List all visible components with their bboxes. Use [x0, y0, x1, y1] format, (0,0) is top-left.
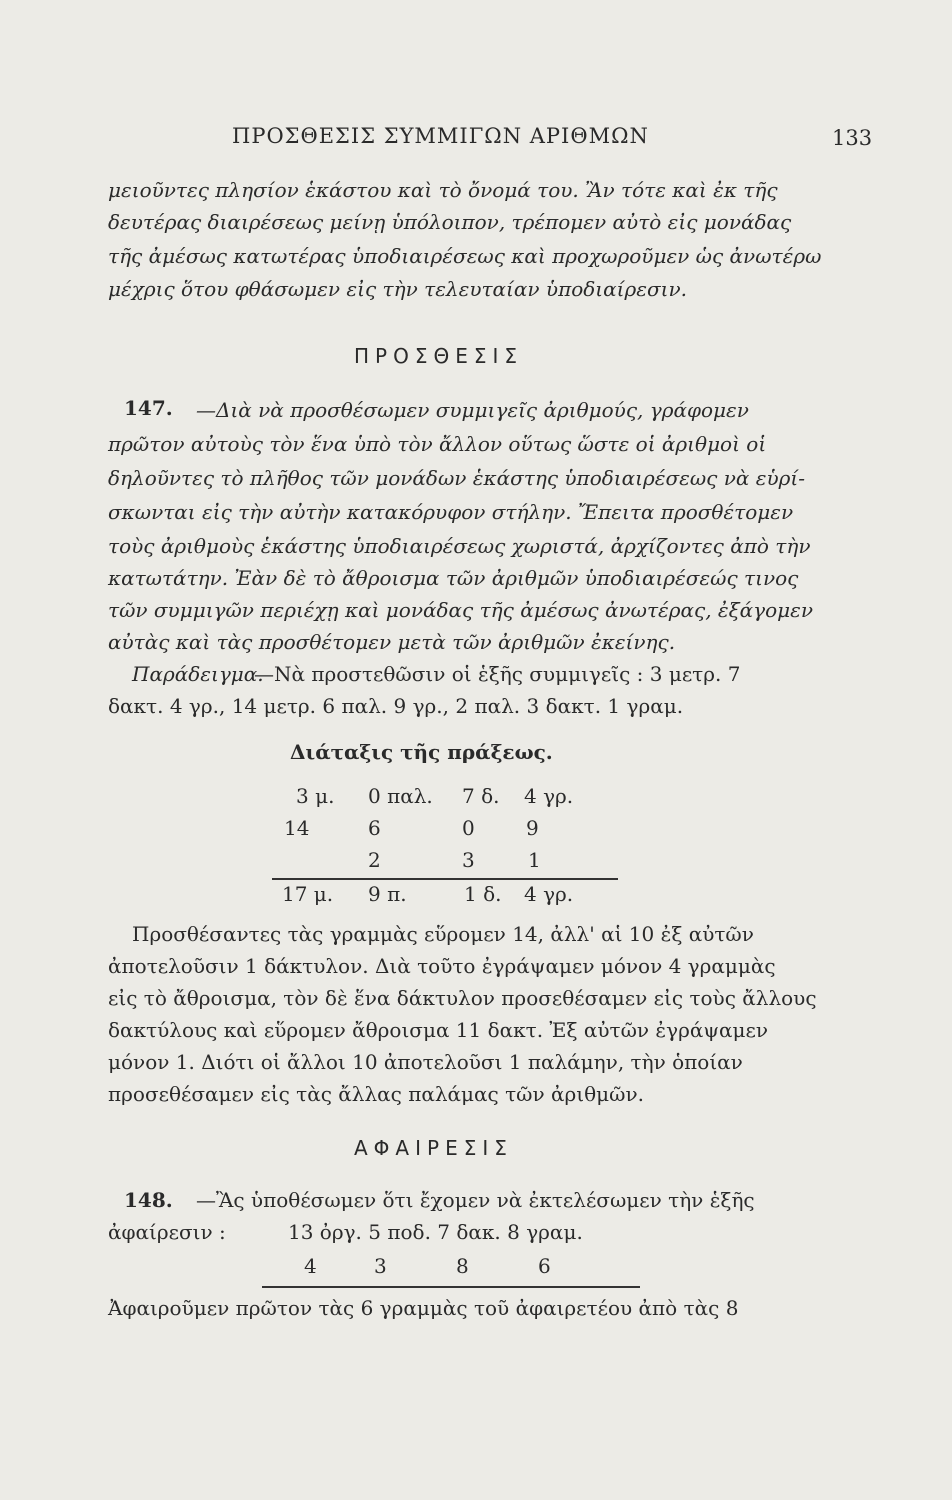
section-heading-subtraction: ΑΦΑΙΡΕΣΙΣ — [354, 1136, 513, 1160]
explanation-line: δακτύλους καὶ εὕρομεν ἄθροισμα 11 δακτ. Ἐξ αὐτῶν ἐγράψαμεν — [108, 1018, 769, 1042]
intro-line: τῆς ἀμέσως κατωτέρας ὑποδιαιρέσεως καὶ προχωροῦμεν ὡς ἀνωτέρω — [108, 244, 822, 268]
example-label: Παράδειγμα. — [132, 662, 264, 686]
subtrahend-digit: 3 — [374, 1254, 387, 1278]
paragraph-line: σκωνται εἰς τὴν αὐτὴν κατακόρυφον στήλην. Ἔπειτα προσθέτομεν — [108, 500, 794, 524]
paragraph-line: δηλοῦντες τὸ πλῆθος τῶν μονάδων ἑκάστης ὑποδιαιρέσεως νὰ εὑρί- — [108, 466, 805, 490]
explanation-line: μόνον 1. Διότι οἱ ἄλλοι 10 ἀποτελοῦσι 1 παλάμην, τὴν ὁποίαν — [108, 1050, 743, 1074]
section-heading-addition: ΠΡΟΣΘΕΣΙΣ — [354, 344, 524, 368]
running-head: ΠΡΟΣΘΕΣΙΣ ΣΥΜΜΙΓΩΝ ΑΡΙΘΜΩΝ — [232, 124, 649, 148]
minuend: 13 ὀργ. 5 ποδ. 7 δακ. 8 γραμ. — [288, 1220, 583, 1244]
paragraph-line: πρῶτον αὐτοὺς τὸν ἕνα ὑπὸ τὸν ἄλλον οὕτως ὥστε οἱ ἀριθμοὶ οἱ — [108, 432, 767, 456]
intro-line: μειοῦντες πλησίον ἑκάστου καὶ τὸ ὄνομά του. Ἂν τότε καὶ ἐκ τῆς — [108, 178, 778, 202]
table-cell: 2 — [368, 848, 381, 872]
table-cell: 14 — [284, 816, 310, 840]
paragraph-line: αὐτὰς καὶ τὰς προσθέτομεν μετὰ τῶν ἀριθμῶν ἐκείνης. — [108, 630, 676, 654]
paragraph-line: κατωτάτην. Ἐὰν δὲ τὸ ἄθροισμα τῶν ἀριθμῶν ὑποδιαιρέσεώς τινος — [108, 566, 799, 590]
table-cell: 3 — [462, 848, 475, 872]
paragraph-line: ἀφαίρεσιν : — [108, 1220, 226, 1244]
table-cell: 1 — [528, 848, 541, 872]
table-total: 1 δ. — [464, 882, 502, 906]
table-total: 9 π. — [368, 882, 407, 906]
table-cell: 6 — [368, 816, 381, 840]
subtrahend-digit: 4 — [304, 1254, 317, 1278]
table-cell: 9 — [526, 816, 539, 840]
explanation-line: ἀποτελοῦσιν 1 δάκτυλον. Διὰ τοῦτο ἐγράψαμεν μόνον 4 γραμμὰς — [108, 954, 776, 978]
difference-rule — [262, 1286, 640, 1288]
table-total: 4 γρ. — [524, 882, 574, 906]
paragraph-line: Ἀφαιροῦμεν πρῶτον τὰς 6 γραμμὰς τοῦ ἀφαιρετέου ἀπὸ τὰς 8 — [108, 1296, 739, 1320]
table-cell: 3 μ. — [296, 784, 335, 808]
table-total: 17 μ. — [282, 882, 334, 906]
intro-line: δευτέρας διαιρέσεως μείνῃ ὑπόλοιπον, τρέπομεν αὐτὸ εἰς μονάδας — [108, 210, 792, 234]
paragraph-line: —Ἂς ὑποθέσωμεν ὅτι ἔχομεν νὰ ἐκτελέσωμεν τὴν ἑξῆς — [196, 1188, 755, 1212]
layout-heading: Διάταξις τῆς πράξεως. — [290, 740, 553, 764]
paragraph-line: —Διὰ νὰ προσθέσωμεν συμμιγεῖς ἀριθμούς, γράφομεν — [196, 398, 749, 422]
paragraph-number: 147. — [124, 396, 173, 420]
subtrahend-digit: 8 — [456, 1254, 469, 1278]
page-number: 133 — [832, 126, 873, 150]
table-cell: 7 δ. — [462, 784, 500, 808]
paragraph-line: τοὺς ἀριθμοὺς ἑκάστης ὑποδιαιρέσεως χωριστά, ἀρχίζοντες ἀπὸ τὴν — [108, 534, 811, 558]
example-line: δακτ. 4 γρ., 14 μετρ. 6 παλ. 9 γρ., 2 παλ. 3 δακτ. 1 γραμ. — [108, 694, 684, 718]
paragraph-number: 148. — [124, 1188, 173, 1212]
example-line: —Νὰ προστεθῶσιν οἱ ἑξῆς συμμιγεῖς : 3 μετρ. 7 — [254, 662, 741, 686]
table-cell: 0 — [462, 816, 475, 840]
table-cell: 0 παλ. — [368, 784, 433, 808]
explanation-line: προσεθέσαμεν εἰς τὰς ἄλλας παλάμας τῶν ἀριθμῶν. — [108, 1082, 644, 1106]
subtrahend-digit: 6 — [538, 1254, 551, 1278]
intro-line: μέχρις ὅτου φθάσωμεν εἰς τὴν τελευταίαν ὑποδιαίρεσιν. — [108, 277, 687, 301]
table-cell: 4 γρ. — [524, 784, 574, 808]
explanation-line: Προσθέσαντες τὰς γραμμὰς εὕρομεν 14, ἀλλ' αἱ 10 ἐξ αὐτῶν — [132, 922, 754, 946]
explanation-line: εἰς τὸ ἄθροισμα, τὸν δὲ ἕνα δάκτυλον προσεθέσαμεν εἰς τοὺς ἄλλους — [108, 986, 817, 1010]
sum-rule — [272, 878, 618, 880]
paragraph-line: τῶν συμμιγῶν περιέχῃ καὶ μονάδας τῆς ἀμέσως ἀνωτέρας, ἐξάγομεν — [108, 598, 814, 622]
